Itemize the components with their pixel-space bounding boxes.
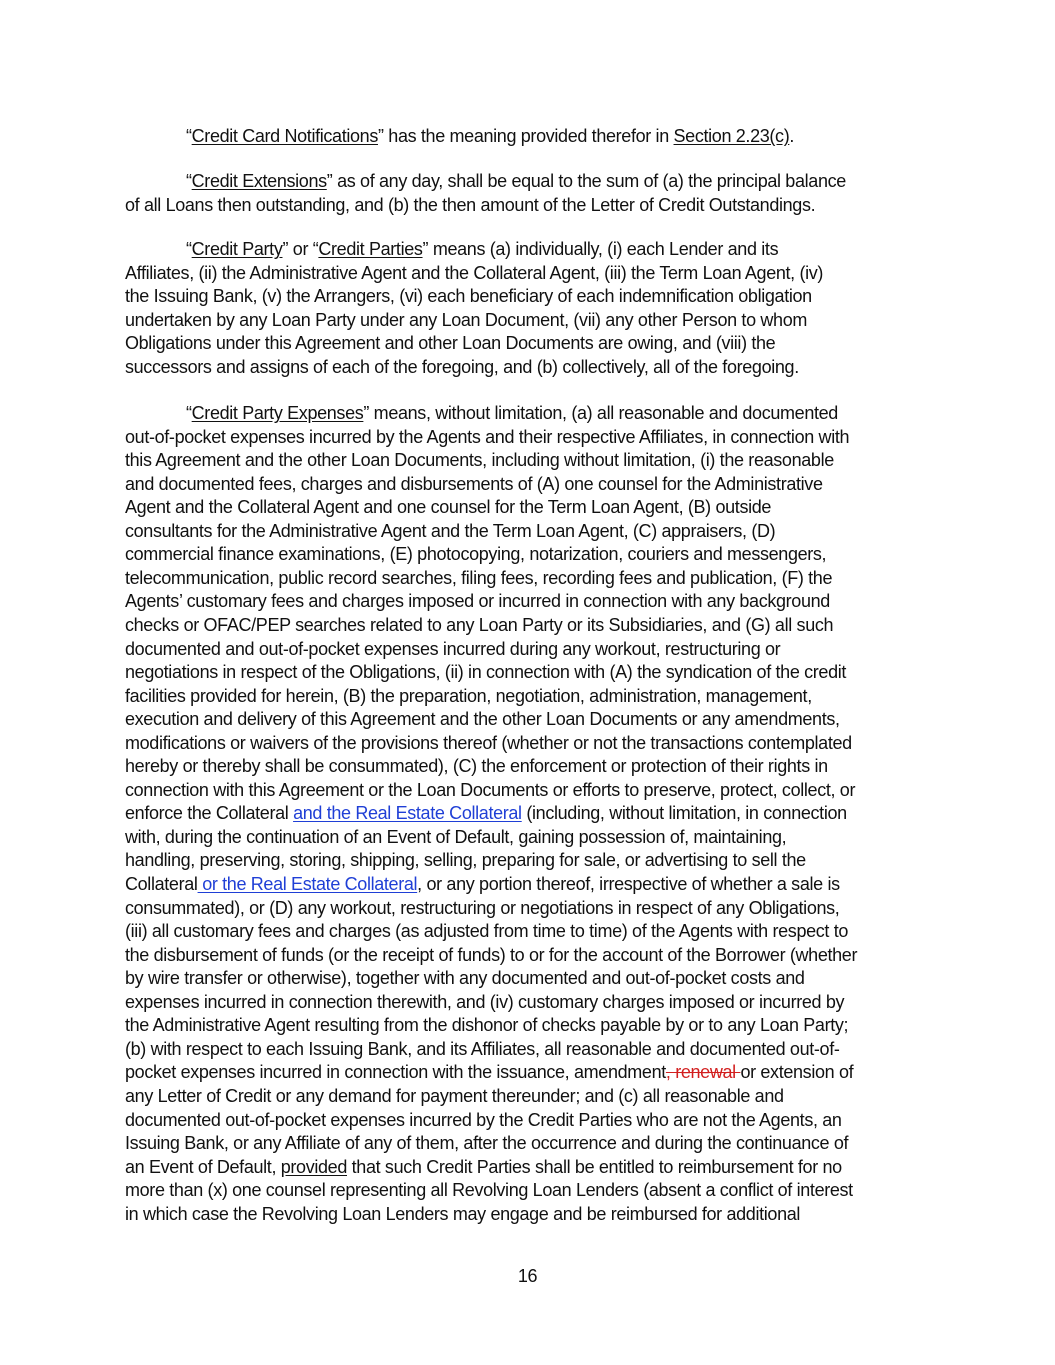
credit-card-notifications-line <box>186 124 794 148</box>
text-run: ” or “ <box>282 239 319 259</box>
text-run: Agent and the Collateral Agent and one counsel for the Term Loan Agent, (B) outside <box>125 497 772 518</box>
credit-party-expenses-line <box>125 542 826 566</box>
text-run: telecommunication, public record searches, filing fees, recording fees and publication, (F) the <box>125 567 833 588</box>
credit-party-line <box>125 284 812 308</box>
deleted-text: , renewal <box>665 1062 741 1083</box>
credit-party-line <box>125 261 823 285</box>
text-run: and documented fees, charges and disbursements of (A) one counsel for the Administrative <box>125 473 823 494</box>
credit-party-expenses-line <box>125 1202 800 1226</box>
credit-party-expenses-line <box>125 566 832 590</box>
text-run: in which case the Revolving Loan Lenders may engage and be reimbursed for additional <box>125 1203 801 1224</box>
text-run: (iii) all customary fees and charges (as adjusted from time to time) of the Agents with respect to <box>125 921 849 942</box>
text-run: Agents’ customary fees and charges imposed or incurred in connection with any background <box>125 591 830 612</box>
defined-term: Credit Party Expenses <box>191 403 364 423</box>
text-run: pocket expenses incurred in connection with the issuance, amendment <box>125 1062 666 1083</box>
credit-party-expenses-line <box>125 778 855 802</box>
defined-term: Credit Card Notifications <box>191 126 378 146</box>
text-run: “ <box>186 126 192 146</box>
text-run: of all Loans then outstanding, and (b) the then amount of the Letter of Credit Outstandings. <box>125 194 816 215</box>
text-run: hereby or thereby shall be consummated), (C) the enforcement or protection of their rights in <box>125 756 828 777</box>
defined-term: provided <box>280 1156 347 1177</box>
text-run: an Event of Default, <box>125 1156 281 1177</box>
text-run: Collateral <box>125 874 198 894</box>
text-run: the disbursement of funds (or the receipt of funds) to or for the account of the Borrower (whether <box>125 944 858 965</box>
credit-party-expenses-line <box>125 848 806 872</box>
text-run: ” means (a) individually, (i) each Lender and its <box>422 239 779 259</box>
text-run: this Agreement and the other Loan Documents, including without limitation, (i) the reasonable <box>125 450 834 471</box>
text-run: modifications or waivers of the provisions thereof (whether or not the transactions contemplated <box>125 732 852 753</box>
text-run: . <box>789 126 794 146</box>
text-run: undertaken by any Loan Party under any Loan Document, (vii) any other Person to whom <box>125 309 808 330</box>
credit-party-expenses-line <box>125 472 823 496</box>
credit-extensions-line <box>186 169 846 193</box>
credit-party-expenses-line <box>125 896 839 920</box>
page-number: 16 <box>517 1266 538 1286</box>
credit-party-expenses-line <box>125 660 846 684</box>
text-run: Affiliates, (ii) the Administrative Agent and the Collateral Agent, (iii) the Term Loan Agent, (iv) <box>125 262 824 283</box>
text-run: , or any portion thereof, irrespective of whether a sale is <box>417 874 840 894</box>
credit-party-expenses-line <box>125 1178 853 1202</box>
text-run: any Letter of Credit or any demand for payment thereunder; and (c) all reasonable and <box>125 1085 784 1106</box>
text-run: Obligations under this Agreement and other Loan Documents are owing, and (viii) the <box>125 333 776 354</box>
text-run: negotiations in respect of the Obligations, (ii) in connection with (A) the syndication of the credit <box>125 662 847 683</box>
credit-party-expenses-line <box>125 425 849 449</box>
text-run: by wire transfer or otherwise), together with any documented and out-of-pocket costs and <box>125 968 805 989</box>
text-run: “ <box>186 239 192 259</box>
credit-party-expenses-line <box>125 872 840 896</box>
text-run: expenses incurred in connection therewith, and (iv) customary charges imposed or incurred by <box>125 991 845 1012</box>
text-run: out-of-pocket expenses incurred by the Agents and their respective Affiliates, in connection with <box>125 426 850 447</box>
credit-party-expenses-line <box>125 731 852 755</box>
text-run: with, during the continuation of an Event of Default, gaining possession of, maintaining, <box>125 826 787 847</box>
credit-party-expenses-line <box>125 707 840 731</box>
credit-party-expenses-line <box>125 1037 840 1061</box>
defined-term: Section 2.23(c) <box>673 126 790 146</box>
text-run: more than (x) one counsel representing all Revolving Loan Lenders (absent a conflict of interest <box>125 1180 853 1201</box>
text-run: the Administrative Agent resulting from the dishonor of checks payable by or to any Loan Party; <box>125 1015 849 1036</box>
credit-party-expenses-line <box>125 1060 853 1084</box>
credit-party-line <box>125 355 799 379</box>
credit-party-line <box>125 331 775 355</box>
credit-party-expenses-line <box>125 448 834 472</box>
credit-party-expenses-line <box>125 801 847 825</box>
text-run: (b) with respect to each Issuing Bank, and its Affiliates, all reasonable and documented out-of- <box>125 1038 840 1059</box>
text-run: ” has the meaning provided therefor in <box>377 126 674 146</box>
credit-party-expenses-line <box>125 1084 784 1108</box>
text-run: enforce the Collateral <box>125 803 294 824</box>
text-run: consultants for the Administrative Agent and the Term Loan Agent, (C) appraisers, (D) <box>125 520 776 541</box>
inserted-text: and the Real Estate Collateral <box>293 803 522 824</box>
credit-extensions-line <box>125 193 815 217</box>
credit-party-expenses-line <box>125 519 775 543</box>
text-run: handling, preserving, storing, shipping, selling, preparing for sale, or advertising to sell the <box>125 850 806 871</box>
text-run: successors and assigns of each of the foregoing, and (b) collectively, all of the foregoing. <box>125 356 799 377</box>
credit-party-expenses-line <box>125 1108 842 1132</box>
credit-party-expenses-line <box>125 919 848 943</box>
text-run: ” means, without limitation, (a) all reasonable and documented <box>363 403 838 423</box>
credit-party-expenses-line <box>125 825 786 849</box>
text-run: “ <box>186 171 192 191</box>
text-run: connection with this Agreement or the Loan Documents or efforts to preserve, protect, collect, or <box>125 779 856 800</box>
credit-party-expenses-line <box>125 495 771 519</box>
credit-party-expenses-line <box>125 613 833 637</box>
text-run: execution and delivery of this Agreement and the other Loan Documents or any amendments, <box>125 709 840 730</box>
credit-party-expenses-line <box>125 1013 848 1037</box>
text-run: “ <box>186 403 192 423</box>
credit-party-expenses-line <box>125 754 828 778</box>
credit-party-line <box>186 237 778 261</box>
credit-party-expenses-line <box>125 637 780 661</box>
inserted-text: or the Real Estate Collateral <box>197 874 418 894</box>
defined-term: Credit Party <box>191 239 283 259</box>
defined-term: Credit Parties <box>318 239 423 259</box>
credit-party-expenses-line <box>125 990 844 1014</box>
text-run: commercial finance examinations, (E) photocopying, notarization, couriers and messengers, <box>125 544 827 565</box>
credit-party-expenses-line <box>125 966 805 990</box>
credit-party-expenses-line <box>186 401 838 425</box>
text-run: documented out-of-pocket expenses incurred by the Credit Parties who are not the Agents, an <box>125 1109 842 1130</box>
text-run: ” as of any day, shall be equal to the sum of (a) the principal balance <box>326 171 846 191</box>
defined-term: Credit Extensions <box>191 171 327 191</box>
text-run: the Issuing Bank, (v) the Arrangers, (vi) each beneficiary of each indemnification obligation <box>125 286 812 307</box>
credit-party-line <box>125 308 807 332</box>
text-run: facilities provided for herein, (B) the preparation, negotiation, administration, management, <box>125 685 812 706</box>
text-run: (including, without limitation, in connection <box>521 803 847 824</box>
credit-party-expenses-line <box>125 684 812 708</box>
credit-party-expenses-line <box>125 943 857 967</box>
credit-party-expenses-line <box>125 1131 848 1155</box>
text-run: checks or OFAC/PEP searches related to any Loan Party or its Subsidiaries, and (G) all such <box>125 614 834 635</box>
credit-party-expenses-line <box>125 1155 842 1179</box>
text-run: documented and out-of-pocket expenses incurred during any workout, restructuring or <box>125 638 781 659</box>
text-run: or extension of <box>740 1062 854 1083</box>
text-run: Issuing Bank, or any Affiliate of any of them, after the occurrence and during the continuance of <box>125 1133 849 1154</box>
text-run: that such Credit Parties shall be entitled to reimbursement for no <box>347 1156 842 1177</box>
credit-party-expenses-line <box>125 589 830 613</box>
text-run: consummated), or (D) any workout, restructuring or negotiations in respect of any Obligations, <box>125 897 840 918</box>
